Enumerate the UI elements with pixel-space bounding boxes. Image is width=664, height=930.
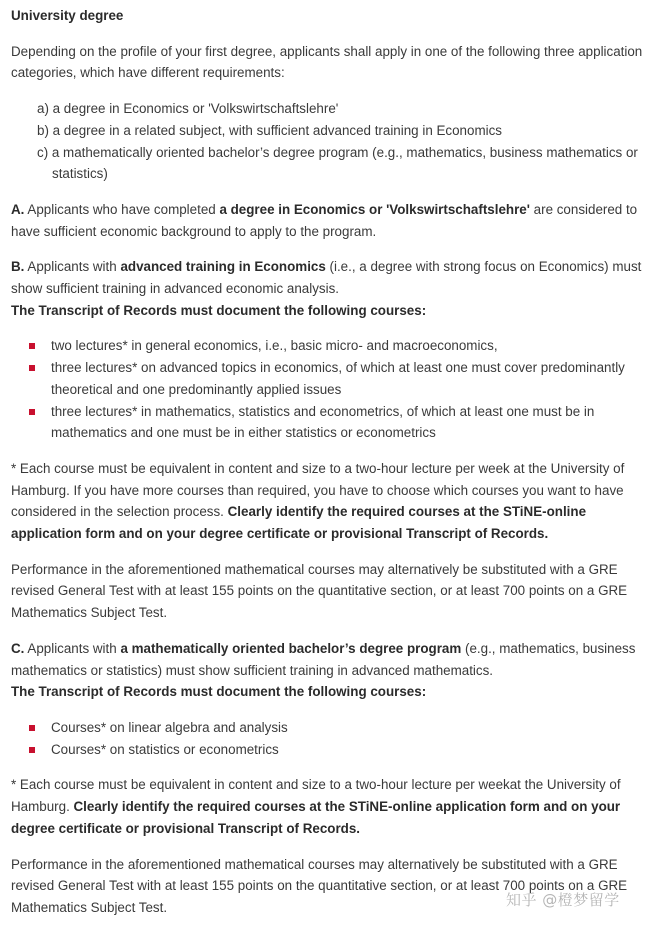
section-c-text-pre: Applicants with <box>24 640 121 656</box>
category-item-c: c) a mathematically oriented bachelor’s degree program (e.g., mathematics, business mathematics or statistics) <box>37 144 638 182</box>
section-b-text-bold: advanced training in Economics <box>120 259 326 275</box>
section-c-footnote-text: * Each course must be equivalent in content and size to a two-hour lecture per weekat the University of Hamburg. <box>11 777 621 815</box>
section-c-label: C. <box>11 640 25 656</box>
intro-paragraph: Depending on the profile of your first degree, applicants shall apply in one of the following three application categories, which have different requirements: <box>11 43 643 81</box>
category-item-a: a) a degree in Economics or 'Volkswirtschaftslehre' <box>37 101 339 117</box>
section-b-text-post: (i.e., a degree with strong focus on Economics) must show sufficient training in advanced economic analysis. <box>11 259 642 297</box>
section-b-label: B. <box>11 259 25 275</box>
page-title: University degree <box>11 8 124 23</box>
section-c-text-bold: a mathematically oriented bachelor’s degree program <box>120 640 462 656</box>
category-item-b: b) a degree in a related subject, with sufficient advanced training in Economics <box>37 122 502 138</box>
section-c-paragraph <box>11 638 656 681</box>
section-c-footnote <box>11 774 656 839</box>
section-c-gre-paragraph: Performance in the aforementioned mathematical courses may alternatively be substituted with a GRE revised General Test with at least 155 points on the quantitative section, or at least 700 points on a GRE Mathematics Subject Test. <box>11 856 628 915</box>
section-b-text-pre: Applicants with <box>24 259 121 275</box>
section-c-transcript-text: The Transcript of Records must document the following courses: <box>11 684 427 700</box>
section-b-transcript-heading <box>11 300 656 322</box>
section-c-course-list <box>11 717 656 760</box>
document-page <box>11 5 656 919</box>
section-c-text-post: (e.g., mathematics, business mathematics or statistics) must show sufficient training in advanced mathematics. <box>11 640 636 678</box>
section-b-transcript-text: The Transcript of Records must document the following courses: <box>11 302 427 318</box>
section-b-course-list <box>11 335 656 444</box>
list-item: Courses* on linear algebra and analysis <box>51 717 656 739</box>
section-a-text-pre: Applicants who have completed <box>24 201 220 217</box>
section-b-footnote <box>11 458 656 545</box>
section-b-footnote-text: * Each course must be equivalent in content and size to a two-hour lecture per week at the University of Hamburg. If you have more courses than required, you have to choose which courses you want to have considered in the selection process. <box>11 460 625 520</box>
list-item: three lectures* in mathematics, statistics and econometrics, of which at least one must be in mathematics and one must be in either statistics or econometrics <box>51 401 656 444</box>
section-c-footnote-bold: Clearly identify the required courses at the STiNE-online application form and on your degree certificate or provisional Transcript of Records. <box>11 799 621 836</box>
section-a-paragraph <box>11 199 656 242</box>
section-c-transcript-heading <box>11 681 656 703</box>
list-item: Courses* on statistics or econometrics <box>51 739 656 761</box>
section-b-footnote-bold: Clearly identify the required courses at the STiNE-online application form and on your degree certificate or provisional Transcript of Records. <box>11 504 587 542</box>
list-item: two lectures* in general economics, i.e., basic micro- and macroeconomics, <box>51 335 656 357</box>
section-b-paragraph <box>11 256 656 299</box>
list-item: three lectures* on advanced topics in economics, of which at least one must cover predominantly theoretical and one predominantly applied issues <box>51 357 656 400</box>
section-a-text-post: are considered to have sufficient economic background to apply to the program. <box>11 201 638 239</box>
section-a-text-bold: a degree in Economics or 'Volkswirtschaftslehre' <box>219 201 530 217</box>
category-list <box>37 98 656 185</box>
watermark: 知乎 @橙梦留学 <box>506 891 620 909</box>
section-b-gre-paragraph: Performance in the aforementioned mathematical courses may alternatively be substituted with a GRE revised General Test with at least 155 points on the quantitative section, or at least 700 points on a GRE Mathematics Subject Test. <box>11 561 628 621</box>
section-a-label: A. <box>11 201 25 217</box>
